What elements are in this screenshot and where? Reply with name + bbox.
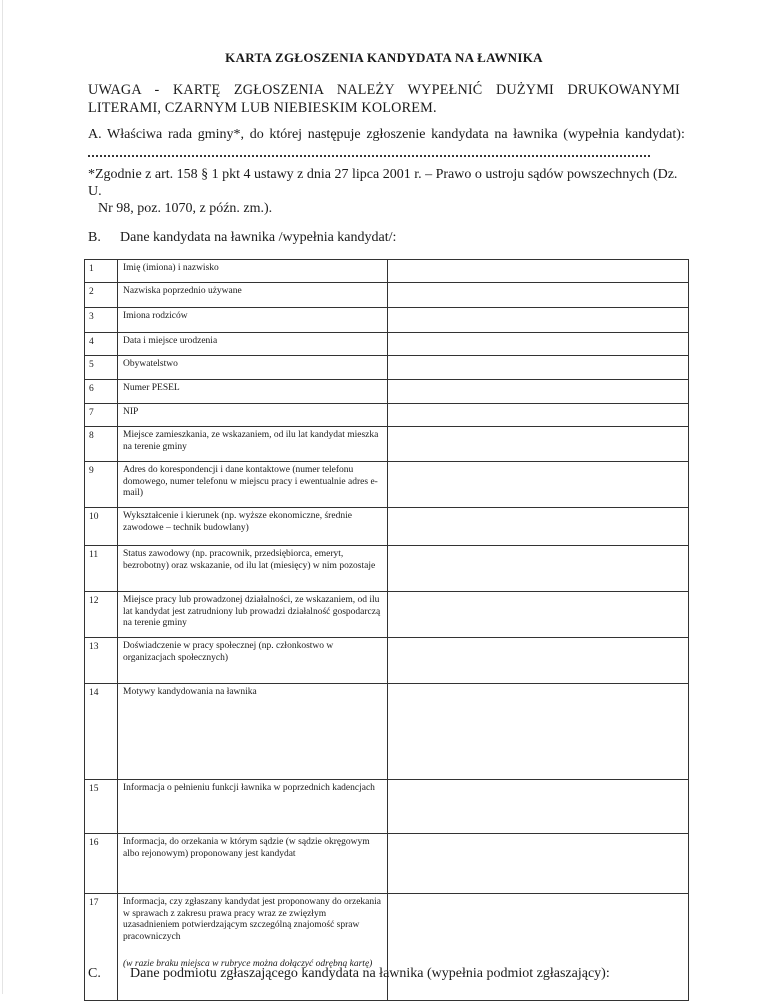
row-value-field[interactable]: [388, 356, 689, 380]
table-row: [85, 508, 689, 546]
row-label: Numer PESEL: [118, 380, 388, 404]
row-label: Imiona rodziców: [118, 308, 388, 333]
notice-text: UWAGA - KARTĘ ZGŁOSZENIA NALEŻY WYPEŁNIĆ DUŻYMI DRUKOWANYMI LITERAMI, CZARNYM LUB NIEBIESKIM KOLOREM.: [88, 82, 680, 116]
row-number: 2: [85, 283, 118, 308]
footnote-line-2: Nr 98, poz. 1070, z późn. zm.).: [98, 201, 273, 216]
row-label: Imię (imiona) i nazwisko: [118, 260, 388, 283]
row-number: 10: [85, 508, 118, 546]
row-value-field[interactable]: [388, 638, 689, 684]
table-row: [85, 308, 689, 333]
row-note: (w razie braku miejsca w rubryce można dołączyć odrębną kartę): [123, 959, 373, 969]
row-value-field[interactable]: [388, 283, 689, 308]
row-value-field[interactable]: [388, 780, 689, 834]
row-number: 13: [85, 638, 118, 684]
footnote-line-1: *Zgodnie z art. 158 § 1 pkt 4 ustawy z dnia 27 lipca 2001 r. – Prawo o ustroju sądów powszechnych (Dz. U.: [88, 167, 678, 199]
row-number: 5: [85, 356, 118, 380]
row-label: Informacja o pełnieniu funkcji ławnika w poprzednich kadencjach: [118, 780, 388, 834]
table-row: [85, 780, 689, 834]
row-label: Nazwiska poprzednio używane: [118, 283, 388, 308]
row-value-field[interactable]: [388, 462, 689, 508]
row-label: [118, 894, 388, 1001]
table-row: [85, 356, 689, 380]
section-b-letter: B.: [88, 230, 101, 245]
table-row: [85, 834, 689, 894]
table-row: [85, 684, 689, 780]
table-row: [85, 462, 689, 508]
row-label: NIP: [118, 404, 388, 427]
row-value-field[interactable]: [388, 308, 689, 333]
table-row: [85, 546, 689, 592]
row-number: 9: [85, 462, 118, 508]
row-label-text: Informacja, czy zgłaszany kandydat jest proponowany do orzekania w sprawach z zakresu prawa pracy wraz ze zwięzłym uzasadnieniem potwierdzającym szczególną znajomość spraw pracowniczych: [123, 897, 381, 942]
table-row: [85, 260, 689, 283]
document-title: KARTA ZGŁOSZENIA KANDYDATA NA ŁAWNIKA: [225, 50, 543, 65]
table-row: [85, 638, 689, 684]
row-number: 1: [85, 260, 118, 283]
row-number: 17: [85, 894, 118, 1001]
row-number: 6: [85, 380, 118, 404]
row-value-field[interactable]: [388, 427, 689, 462]
table-row: [85, 380, 689, 404]
row-number: 4: [85, 333, 118, 356]
section-a-text: A. Właściwa rada gminy*, do której następuje zgłoszenie kandydata na ławnika (wypełnia kandydat):: [88, 127, 685, 142]
table-row: [85, 283, 689, 308]
table-row: [85, 592, 689, 638]
section-b-text: Dane kandydata na ławnika /wypełnia kandydat/:: [120, 230, 397, 245]
candidate-data-table: [84, 259, 689, 1001]
row-value-field[interactable]: [388, 333, 689, 356]
row-label: Status zawodowy (np. pracownik, przedsiębiorca, emeryt, bezrobotny) oraz wskazanie, od ilu lat (miesięcy) w nim pozostaje: [118, 546, 388, 592]
row-label: Informacja, do orzekania w którym sądzie (w sądzie okręgowym albo rejonowym) proponowany jest kandydat: [118, 834, 388, 894]
row-label: Miejsce pracy lub prowadzonej działalności, ze wskazaniem, od ilu lat kandydat jest zatrudniony lub prowadzi działalność gospodarczą na terenie gminy: [118, 592, 388, 638]
row-value-field[interactable]: [388, 894, 689, 1001]
section-a-fill-line[interactable]: [88, 151, 650, 157]
row-number: 14: [85, 684, 118, 780]
table-row: [85, 404, 689, 427]
section-c-text: Dane podmiotu zgłaszającego kandydata na ławnika (wypełnia podmiot zgłaszający):: [130, 966, 610, 981]
row-number: 8: [85, 427, 118, 462]
table-row: [85, 427, 689, 462]
section-c-letter: C.: [88, 966, 101, 981]
footnote: [88, 166, 688, 217]
row-value-field[interactable]: [388, 404, 689, 427]
row-label: Doświadczenie w pracy społecznej (np. członkostwo w organizacjach społecznych): [118, 638, 388, 684]
row-label: Adres do korespondencji i dane kontaktowe (numer telefonu domowego, numer telefonu w miejscu pracy i ewentualnie adres e-mail): [118, 462, 388, 508]
table-row: [85, 333, 689, 356]
row-label: Miejsce zamieszkania, ze wskazaniem, od ilu lat kandydat mieszka na terenie gminy: [118, 427, 388, 462]
row-number: 7: [85, 404, 118, 427]
row-number: 3: [85, 308, 118, 333]
row-value-field[interactable]: [388, 508, 689, 546]
row-number: 15: [85, 780, 118, 834]
row-label: Data i miejsce urodzenia: [118, 333, 388, 356]
row-value-field[interactable]: [388, 260, 689, 283]
row-number: 12: [85, 592, 118, 638]
row-label: Motywy kandydowania na ławnika: [118, 684, 388, 780]
row-value-field[interactable]: [388, 834, 689, 894]
table-row: [85, 894, 689, 1001]
row-value-field[interactable]: [388, 546, 689, 592]
row-value-field[interactable]: [388, 592, 689, 638]
row-number: 16: [85, 834, 118, 894]
row-value-field[interactable]: [388, 380, 689, 404]
row-label: Wykształcenie i kierunek (np. wyższe ekonomiczne, średnie zawodowe – technik budowlany): [118, 508, 388, 546]
scan-edge: [2, 0, 3, 994]
row-value-field[interactable]: [388, 684, 689, 780]
row-label: Obywatelstwo: [118, 356, 388, 380]
row-number: 11: [85, 546, 118, 592]
